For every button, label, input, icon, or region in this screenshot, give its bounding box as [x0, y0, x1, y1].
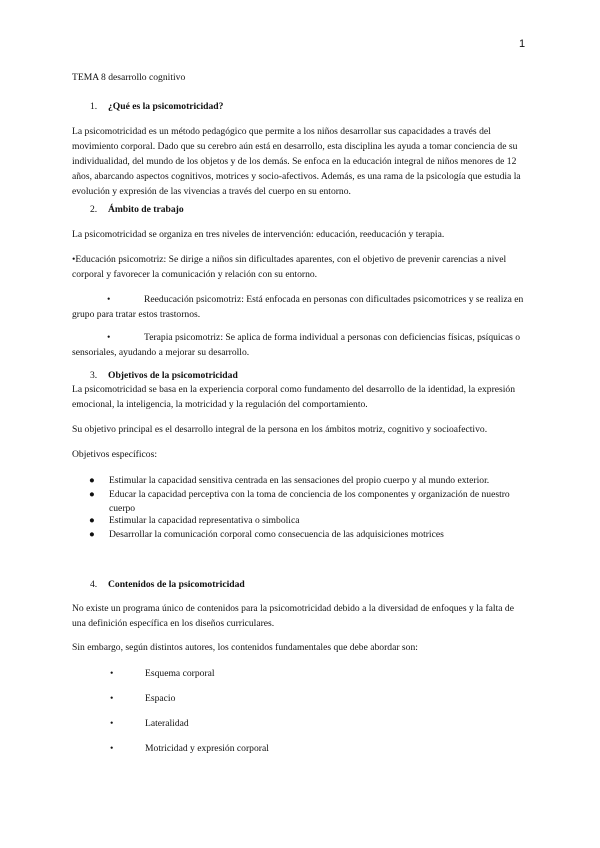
content-item: [110, 717, 189, 731]
section-4-paragraph-1: No existe un programa único de contenidos para la psicomotricidad debido a la diversidad de enfoques y la falta de una definición específica en los diseños curriculares.: [72, 603, 514, 629]
content-item: [110, 667, 215, 681]
objective-text: Desarrollar la comunicación corporal como consecuencia de las adquisiciones motrices: [109, 529, 444, 540]
page-number: 1: [519, 38, 526, 50]
document-title: TEMA 8 desarrollo cognitivo: [72, 72, 186, 83]
section-2-intro: La psicomotricidad se organiza en tres niveles de intervención: educación, reeducación y terapia.: [72, 229, 445, 240]
content-text: Motricidad y expresión corporal: [145, 743, 269, 754]
section-4-paragraph-2: Sin embargo, según distintos autores, los contenidos fundamentales que debe abordar son:: [72, 642, 418, 653]
content-bullet: •: [110, 718, 114, 729]
section-3-title: Objetivos de la psicomotricidad: [108, 370, 238, 381]
objective-bullet: ●: [89, 529, 95, 540]
content-item: [110, 692, 176, 706]
objective-bullet: ●: [89, 515, 95, 526]
objective-text: Educar la capacidad perceptiva con la toma de conciencia de los componentes y organización de nuestro cuerpo: [109, 489, 510, 514]
section-2-number: 2.: [90, 204, 98, 215]
content-item: [110, 742, 269, 756]
section-1-title: ¿Qué es la psicomotricidad?: [108, 101, 224, 112]
terapia-bullet: •: [107, 332, 111, 343]
section-2-terapia: [72, 330, 524, 360]
content-text: Espacio: [145, 693, 176, 704]
objectives-label: Objetivos específicos:: [72, 449, 157, 460]
content-bullet: •: [110, 743, 114, 754]
terapia-text: Terapia psicomotriz: Se aplica de forma individual a personas con deficiencias físicas, psíquicas o sensoriales, ayudando a mejorar su desarrollo.: [72, 332, 521, 358]
content-bullet: •: [110, 668, 114, 679]
reeducacion-text: Reeducación psicomotriz: Está enfocada en personas con dificultades psicomotrices y se realiza en grupo para tratar estos trastornos.: [72, 294, 524, 320]
content-bullet: •: [110, 693, 114, 704]
section-2-educacion: •Educación psicomotriz: Se dirige a niños sin dificultades aparentes, con el objetivo de prevenir carencias a nivel corporal y favorecer la comunicación y relación con su entorno.: [72, 254, 507, 280]
section-2-reeducacion: [72, 292, 524, 322]
section-3-paragraph-2: Su objetivo principal es el desarrollo integral de la persona en los ámbitos motriz, cognitivo y socioafectivo.: [72, 424, 488, 435]
section-4-title: Contenidos de la psicomotricidad: [108, 579, 245, 590]
section-1-number: 1.: [90, 101, 98, 112]
objective-text: Estimular la capacidad representativa o simbolica: [109, 515, 300, 526]
content-text: Esquema corporal: [145, 668, 215, 679]
section-4-heading: [90, 577, 542, 592]
section-3-paragraph-1: La psicomotricidad se basa en la experiencia corporal como fundamento del desarrollo de la identidad, la expresión emocional, la inteligencia, la motricidad y la regulación del comportamiento.: [72, 384, 516, 410]
section-1-paragraph: La psicomotricidad es un método pedagógico que permite a los niños desarrollar sus capacidades a través del movimiento corporal. Dado que su cerebro aún está en desarrollo, esta disciplina les ayuda a tomar conciencia de su individualidad, del mundo de los objetos y de los demás. Se enfoca en la educación integral de niños menores de 12 años, abarcando aspectos cognitivos, motrices y socio-afectivos. Además, es una rama de la psicología que estudia la evolución y expresión de las vivencias a través del cuerpo en su entorno.: [72, 126, 521, 197]
objective-text: Estimular la capacidad sensitiva centrada en las sensaciones del propio cuerpo y al mundo exterior.: [109, 475, 490, 486]
section-2-title: Ámbito de trabajo: [108, 204, 184, 215]
section-1-heading: [90, 99, 542, 114]
content-text: Lateralidad: [145, 718, 189, 729]
section-2-heading: [90, 202, 542, 217]
section-3-number: 3.: [90, 370, 98, 381]
reeducacion-bullet: •: [107, 294, 111, 305]
section-3-heading: [90, 368, 542, 383]
objective-bullet: ●: [89, 475, 95, 486]
section-4-number: 4.: [90, 579, 98, 590]
objective-bullet: ●: [89, 489, 95, 500]
